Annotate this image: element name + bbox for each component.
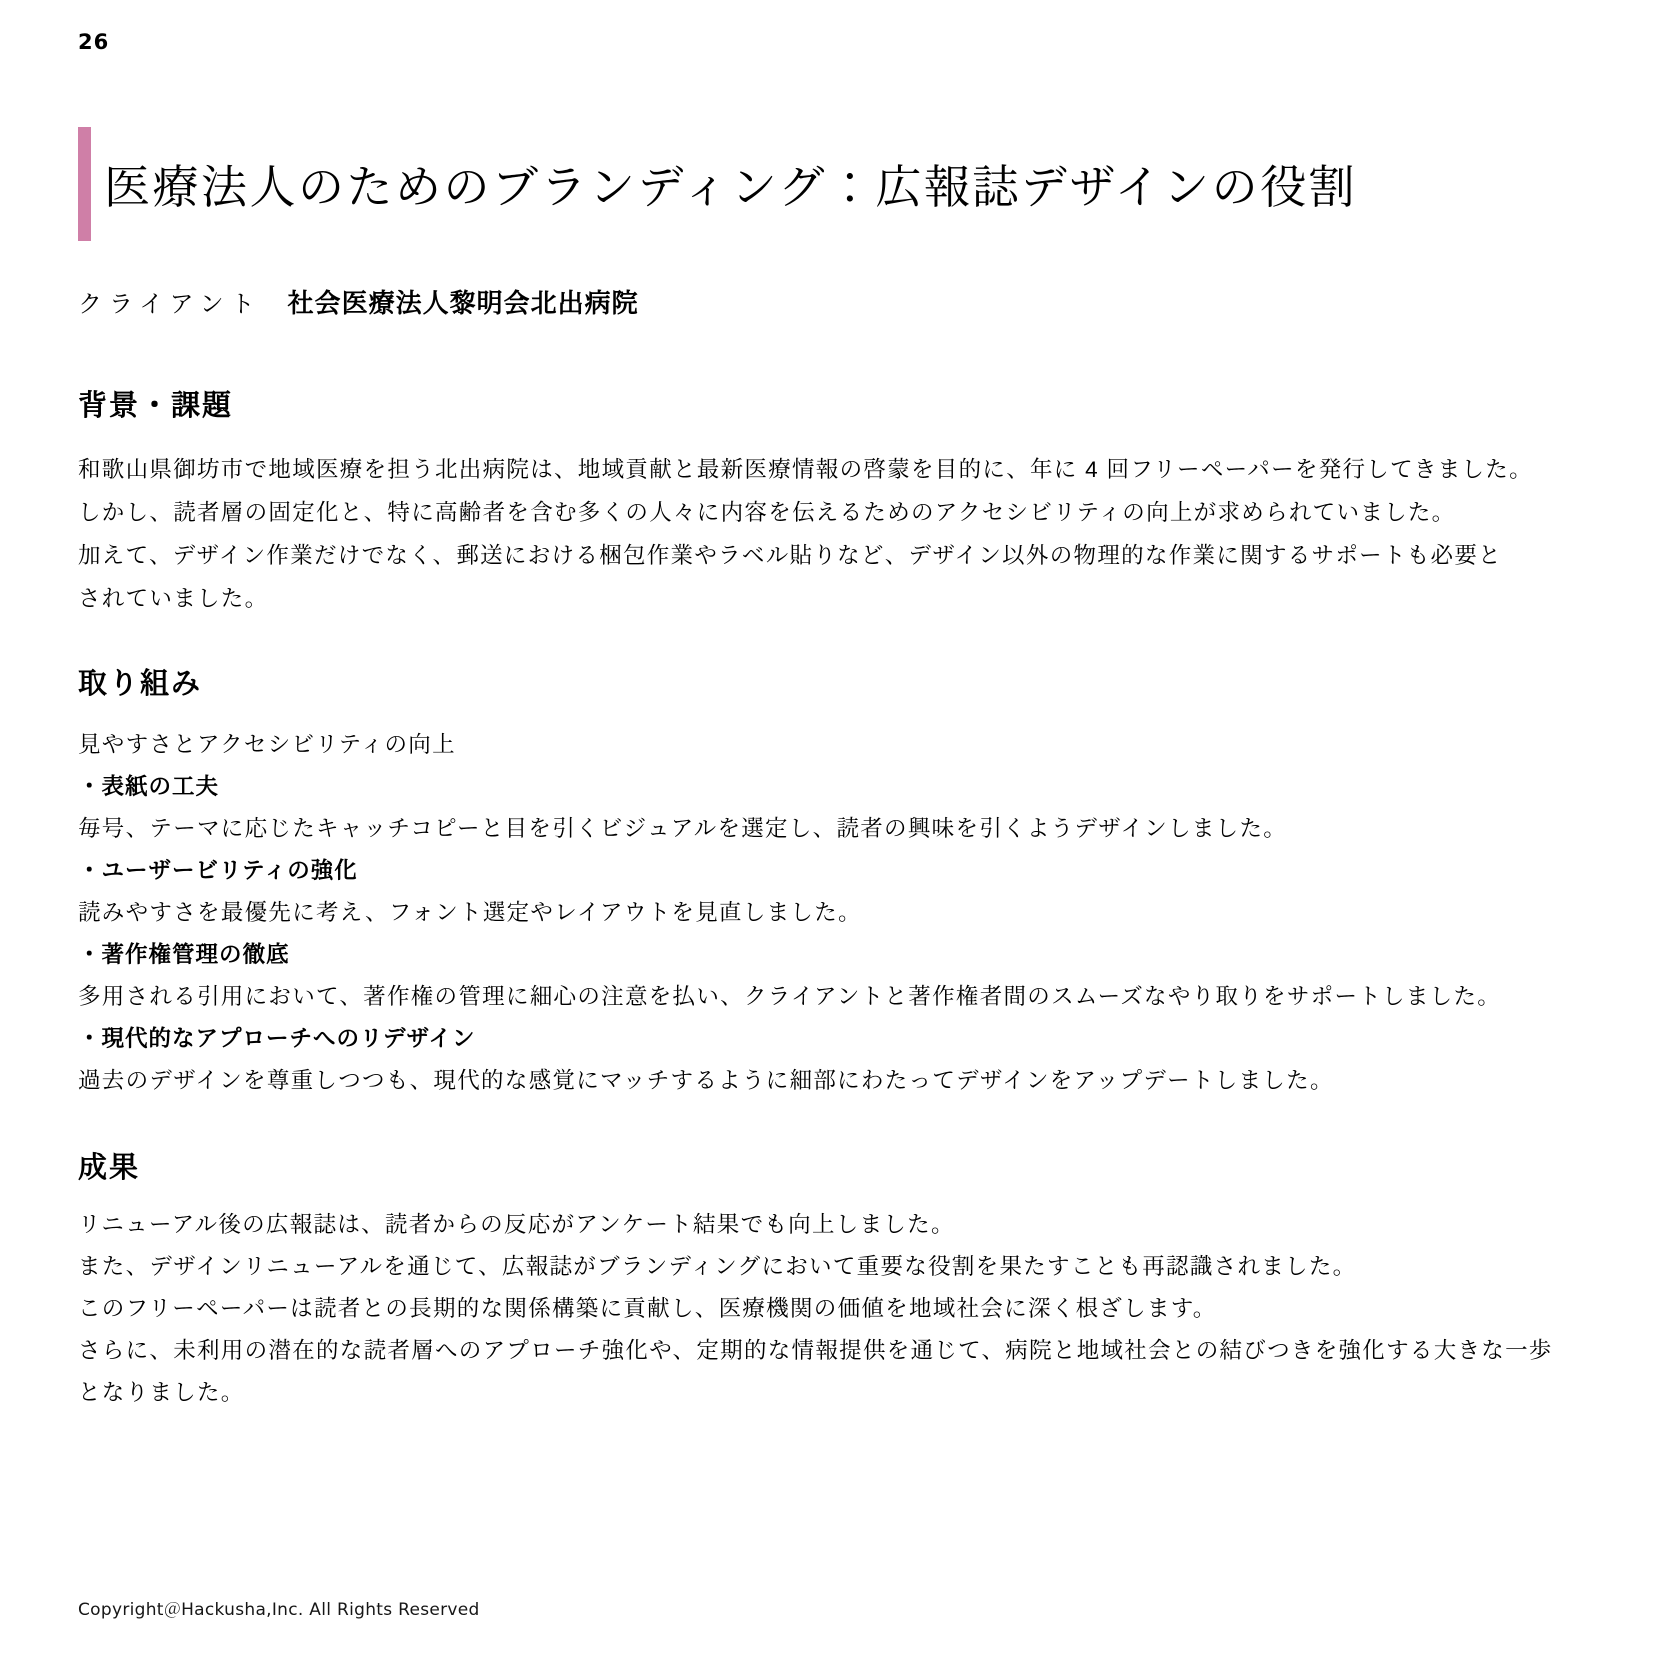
client-name: 社会医療法人黎明会北出病院: [287, 288, 639, 318]
approach-line: ・現代的なアプローチへのリデザイン: [78, 1026, 476, 1051]
text-line: また、デザインリニューアルを通じて、広報誌がブランディングにおいて重要な役割を果たすことも再認識されました。: [78, 1254, 1357, 1279]
text-line: されていました。: [78, 586, 269, 611]
title-block: [78, 127, 1580, 241]
client-label: クライアント: [78, 291, 262, 318]
results-paragraph: [78, 1204, 1580, 1414]
section-background: [78, 386, 1580, 620]
section-approach: [78, 664, 1580, 1102]
text-line: となりました。: [78, 1380, 245, 1405]
approach-line: ・著作権管理の徹底: [78, 942, 290, 967]
background-paragraph: [78, 448, 1580, 620]
section-heading-results: 成果: [78, 1152, 141, 1184]
page-title: 医療法人のためのブランディング：広報誌デザインの役割: [104, 162, 1358, 213]
copyright-footer: Copyright＠Hackusha,Inc. All Rights Reserved: [78, 1600, 480, 1620]
text-line: しかし、読者層の固定化と、特に高齢者を含む多くの人々に内容を伝えるためのアクセシビリティの向上が求められていました。: [78, 500, 1456, 525]
approach-list: [78, 724, 1580, 1102]
section-results: [78, 1148, 1580, 1414]
section-heading-background: 背景・課題: [78, 390, 234, 422]
text-line: さらに、未利用の潜在的な読者層へのアプローチ強化や、定期的な情報提供を通じて、病院と地域社会との結びつきを強化する大きな一歩: [78, 1338, 1553, 1363]
client-row: [78, 283, 1580, 320]
approach-line: 過去のデザインを尊重しつつも、現代的な感覚にマッチするように細部にわたってデザインをアップデートしました。: [78, 1068, 1334, 1093]
text-line: リニューアル後の広報誌は、読者からの反応がアンケート結果でも向上しました。: [78, 1212, 955, 1237]
text-line: 和歌山県御坊市で地域医療を担う北出病院は、地域貢献と最新医療情報の啓蒙を目的に、年に 4 回フリーペーパーを発行してきました。: [78, 457, 1533, 482]
section-heading-approach: 取り組み: [78, 668, 203, 700]
approach-line: 見やすさとアクセシビリティの向上: [78, 732, 456, 757]
approach-line: 毎号、テーマに応じたキャッチコピーと目を引くビジュアルを選定し、読者の興味を引くようデザインしました。: [78, 816, 1288, 841]
approach-line: ・ユーザービリティの強化: [78, 858, 358, 883]
page-number: 26: [78, 30, 110, 54]
approach-line: ・表紙の工夫: [78, 774, 220, 799]
approach-line: 読みやすさを最優先に考え、フォント選定やレイアウトを見直しました。: [78, 900, 862, 925]
text-line: 加えて、デザイン作業だけでなく、郵送における梱包作業やラベル貼りなど、デザイン以外の物理的な作業に関するサポートも必要と: [78, 543, 1502, 568]
approach-line: 多用される引用において、著作権の管理に細心の注意を払い、クライアントと著作権者間のスムーズなやり取りをサポートしました。: [78, 984, 1502, 1009]
text-line: このフリーペーパーは読者との長期的な関係構築に貢献し、医療機関の価値を地域社会に深く根ざします。: [78, 1296, 1217, 1321]
